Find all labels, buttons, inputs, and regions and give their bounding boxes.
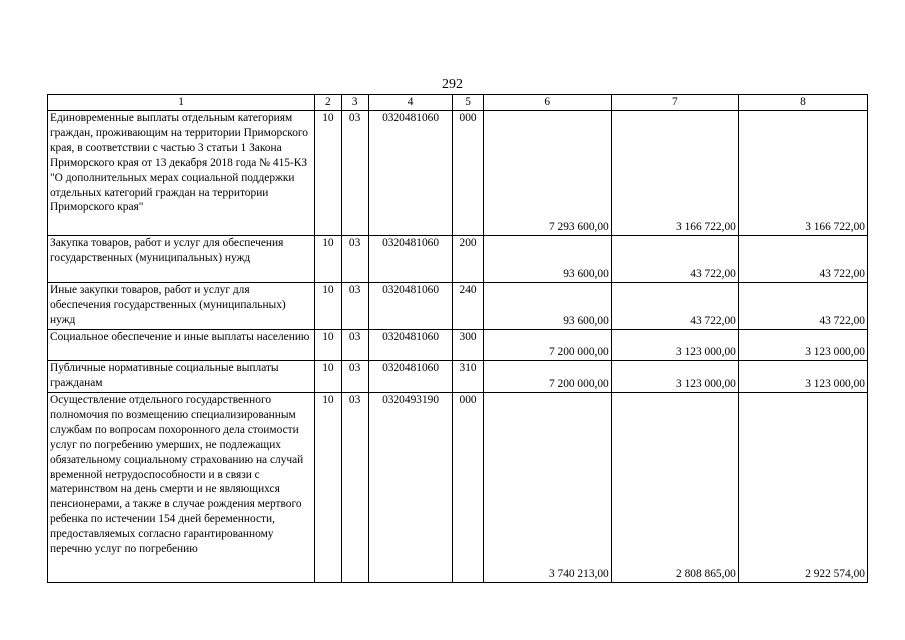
section-cell: 10 <box>315 393 341 583</box>
section-cell: 10 <box>315 111 341 236</box>
target-article-cell: 0320493190 <box>368 393 453 583</box>
subsection-cell: 03 <box>341 330 368 361</box>
target-article-cell: 0320481060 <box>368 330 453 361</box>
amount-col7-cell: 43 722,00 <box>611 283 738 330</box>
table-row <box>48 330 868 361</box>
subsection-cell: 03 <box>341 236 368 283</box>
table-row <box>48 236 868 283</box>
expense-type-cell: 000 <box>453 393 483 583</box>
page-number: 292 <box>442 77 463 92</box>
expense-type-cell: 300 <box>453 330 483 361</box>
amount-col7-cell: 3 123 000,00 <box>611 330 738 361</box>
row-name-cell: Иные закупки товаров, работ и услуг для обеспечения государственных (муниципальных) нужд <box>48 283 315 330</box>
column-header: 8 <box>738 95 867 111</box>
section-cell: 10 <box>315 236 341 283</box>
target-article-cell: 0320481060 <box>368 236 453 283</box>
amount-col7-cell: 2 808 865,00 <box>611 393 738 583</box>
section-cell: 10 <box>315 361 341 393</box>
row-name-cell: Публичные нормативные социальные выплаты гражданам <box>48 361 315 393</box>
amount-col8-cell: 3 123 000,00 <box>738 330 867 361</box>
amount-col6-cell: 7 200 000,00 <box>483 361 611 393</box>
row-name-cell: Единовременные выплаты отдельным категориям граждан, проживающим на территории Приморского края, в соответствии с частью 3 статьи 1 Закона Приморского края от 13 декабря 2018 года № 415-КЗ "О дополнительных мерах социальной поддержки отдельных категорий граждан на территории Приморского края" <box>48 111 315 236</box>
amount-col7-cell: 3 123 000,00 <box>611 361 738 393</box>
column-header: 3 <box>341 95 368 111</box>
row-name-cell: Закупка товаров, работ и услуг для обеспечения государственных (муниципальных) нужд <box>48 236 315 283</box>
amount-col6-cell: 3 740 213,00 <box>483 393 611 583</box>
expense-type-cell: 240 <box>453 283 483 330</box>
target-article-cell: 0320481060 <box>368 283 453 330</box>
table-row <box>48 283 868 330</box>
target-article-cell: 0320481060 <box>368 111 453 236</box>
table-header-row <box>48 95 868 111</box>
table-row <box>48 111 868 236</box>
expense-type-cell: 200 <box>453 236 483 283</box>
amount-col8-cell: 3 123 000,00 <box>738 361 867 393</box>
column-header: 7 <box>611 95 738 111</box>
amount-col6-cell: 7 293 600,00 <box>483 111 611 236</box>
amount-col6-cell: 93 600,00 <box>483 236 611 283</box>
subsection-cell: 03 <box>341 393 368 583</box>
column-header: 6 <box>483 95 611 111</box>
amount-col8-cell: 3 166 722,00 <box>738 111 867 236</box>
subsection-cell: 03 <box>341 283 368 330</box>
amount-col7-cell: 43 722,00 <box>611 236 738 283</box>
amount-col6-cell: 7 200 000,00 <box>483 330 611 361</box>
table-row <box>48 361 868 393</box>
row-name-cell: Социальное обеспечение и иные выплаты населению <box>48 330 315 361</box>
expense-type-cell: 310 <box>453 361 483 393</box>
expense-type-cell: 000 <box>453 111 483 236</box>
subsection-cell: 03 <box>341 111 368 236</box>
column-header: 2 <box>315 95 341 111</box>
column-header: 4 <box>368 95 453 111</box>
column-header: 1 <box>48 95 315 111</box>
amount-col8-cell: 43 722,00 <box>738 283 867 330</box>
column-header: 5 <box>453 95 483 111</box>
row-name-cell: Осуществление отдельного государственного полномочия по возмещению специализированным службам по вопросам похоронного дела стоимости услуг по погребению умерших, не подлежащих обязательному социальному страхованию на случай временной нетрудоспособности и в связи с материнством на день смерти и не являющихся пенсионерами, а также в случае рождения мертвого ребенка по истечении 154 дней беременности, предоставляемых согласно гарантированному перечню услуг по погребению <box>48 393 315 583</box>
amount-col8-cell: 43 722,00 <box>738 236 867 283</box>
amount-col8-cell: 2 922 574,00 <box>738 393 867 583</box>
amount-col6-cell: 93 600,00 <box>483 283 611 330</box>
amount-col7-cell: 3 166 722,00 <box>611 111 738 236</box>
section-cell: 10 <box>315 330 341 361</box>
table-row <box>48 393 868 583</box>
target-article-cell: 0320481060 <box>368 361 453 393</box>
budget-table <box>47 94 868 583</box>
section-cell: 10 <box>315 283 341 330</box>
subsection-cell: 03 <box>341 361 368 393</box>
